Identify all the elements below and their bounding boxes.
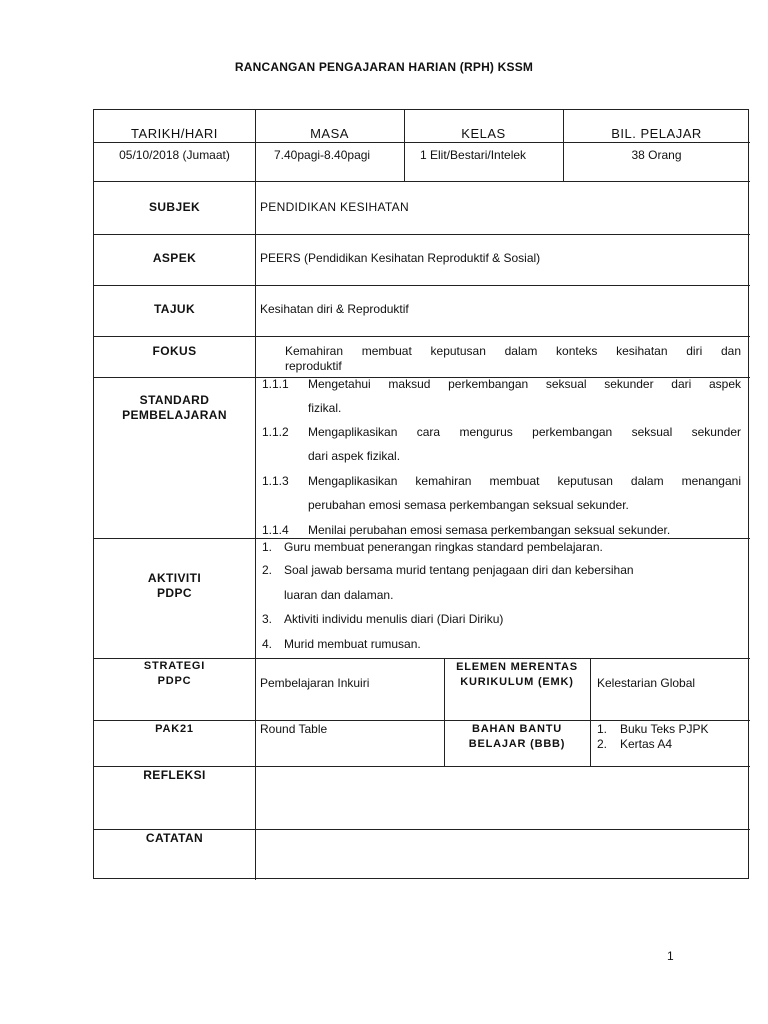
standard-item-text: Menilai perubahan emosi semasa perkembangan seksual sekunder. [308, 523, 671, 537]
standard-item-number: 1.1.1 [262, 377, 289, 391]
rph-table [93, 109, 749, 879]
fokus-value-line1: Kemahiran membuat keputusan dalam konteks kesihatan diri dan [285, 344, 741, 358]
strategi-label-line2: PDPC [157, 675, 192, 687]
standard-item-number: 1.1.3 [262, 474, 289, 488]
emk-label-line2: KURIKULUM (EMK) [460, 676, 574, 688]
row-divider [94, 234, 750, 235]
row-divider [94, 336, 750, 337]
class-value: 1 Elit/Bestari/Intelek [420, 148, 527, 162]
aktiviti-item-text: Murid membuat rumusan. [284, 637, 421, 651]
subjek-value: PENDIDIKAN KESIHATAN [260, 200, 409, 214]
standard-item-number: 1.1.4 [262, 523, 289, 537]
standard-item-text-cont: fizikal. [308, 401, 342, 415]
students-value: 38 Orang [631, 148, 682, 162]
aktiviti-item-text: Guru membuat penerangan ringkas standard pembelajaran. [284, 540, 603, 554]
header-kelas: KELAS [461, 126, 506, 141]
row-divider [94, 142, 750, 143]
row-divider [94, 538, 750, 539]
col-divider [404, 110, 405, 181]
standard-item-number: 1.1.2 [262, 425, 289, 439]
standard-label-line2: PEMBELAJARAN [122, 408, 227, 422]
aktiviti-item-number: 2. [262, 563, 273, 577]
header-masa: MASA [310, 126, 349, 141]
bbb-item-text: Kertas A4 [620, 737, 673, 751]
pak21-label: PAK21 [155, 723, 194, 735]
standard-item-text: Mengetahui maksud perkembangan seksual sekunder dari aspek [308, 377, 741, 391]
header-bil-pelajar: BIL. PELAJAR [611, 126, 702, 141]
row-divider [94, 766, 750, 767]
aspek-label: ASPEK [152, 251, 197, 265]
date-value: 05/10/2018 (Jumaat) [119, 148, 230, 162]
strategi-label-line1: STRATEGI [143, 660, 206, 672]
page-number: 1 [667, 949, 674, 963]
col-divider [255, 110, 256, 880]
aktiviti-item-text-cont: luaran dan dalaman. [284, 588, 394, 602]
fokus-label: FOKUS [152, 344, 197, 358]
aktiviti-item-text: Aktiviti individu menulis diari (Diari Diriku) [284, 612, 504, 626]
standard-item-text: Mengaplikasikan cara mengurus perkembangan seksual sekunder [308, 425, 741, 439]
aktiviti-item-number: 4. [262, 637, 273, 651]
standard-item-text: Mengaplikasikan kemahiran membuat keputusan dalam menangani [308, 474, 741, 488]
aktiviti-item-text: Soal jawab bersama murid tentang penjagaan diri dan kebersihan [284, 563, 634, 577]
subjek-label: SUBJEK [148, 200, 201, 214]
aktiviti-item-number: 1. [262, 540, 273, 554]
col-divider [590, 658, 591, 766]
tajuk-value: Kesihatan diri & Reproduktif [260, 302, 409, 316]
bbb-label-line1: BAHAN BANTU [471, 723, 563, 735]
document-title: RANCANGAN PENGAJARAN HARIAN (RPH) KSSM [234, 60, 534, 74]
time-value: 7.40pagi-8.40pagi [274, 148, 371, 162]
standard-item-text-cont: perubahan emosi semasa perkembangan seksual sekunder. [308, 498, 629, 512]
bbb-item-number: 1. [597, 722, 608, 736]
aktiviti-item-number: 3. [262, 612, 273, 626]
row-divider [94, 720, 750, 721]
emk-label-line1: ELEMEN MERENTAS [456, 661, 578, 673]
tajuk-label: TAJUK [153, 302, 196, 316]
row-divider [94, 285, 750, 286]
bbb-label-line2: BELAJAR (BBB) [468, 738, 566, 750]
fokus-value-line2: reproduktif [285, 359, 342, 373]
bbb-item-text: Buku Teks PJPK [620, 722, 709, 736]
row-divider [94, 181, 750, 182]
col-divider [563, 110, 564, 181]
strategi-value: Pembelajaran Inkuiri [260, 676, 370, 690]
header-tarikh-hari: TARIKH/HARI [131, 126, 218, 141]
catatan-label: CATATAN [145, 831, 204, 845]
standard-label-line1: STANDARD [139, 393, 210, 407]
aspek-value: PEERS (Pendidikan Kesihatan Reproduktif & Sosial) [260, 251, 541, 265]
refleksi-label: REFLEKSI [143, 768, 206, 782]
aktiviti-label-line2: PDPC [157, 586, 192, 600]
aktiviti-label-line1: AKTIVITI [147, 571, 202, 585]
row-divider [94, 829, 750, 830]
standard-item-text-cont: dari aspek fizikal. [308, 449, 401, 463]
emk-value: Kelestarian Global [597, 676, 696, 690]
bbb-item-number: 2. [597, 737, 608, 751]
pak21-value: Round Table [260, 722, 328, 736]
